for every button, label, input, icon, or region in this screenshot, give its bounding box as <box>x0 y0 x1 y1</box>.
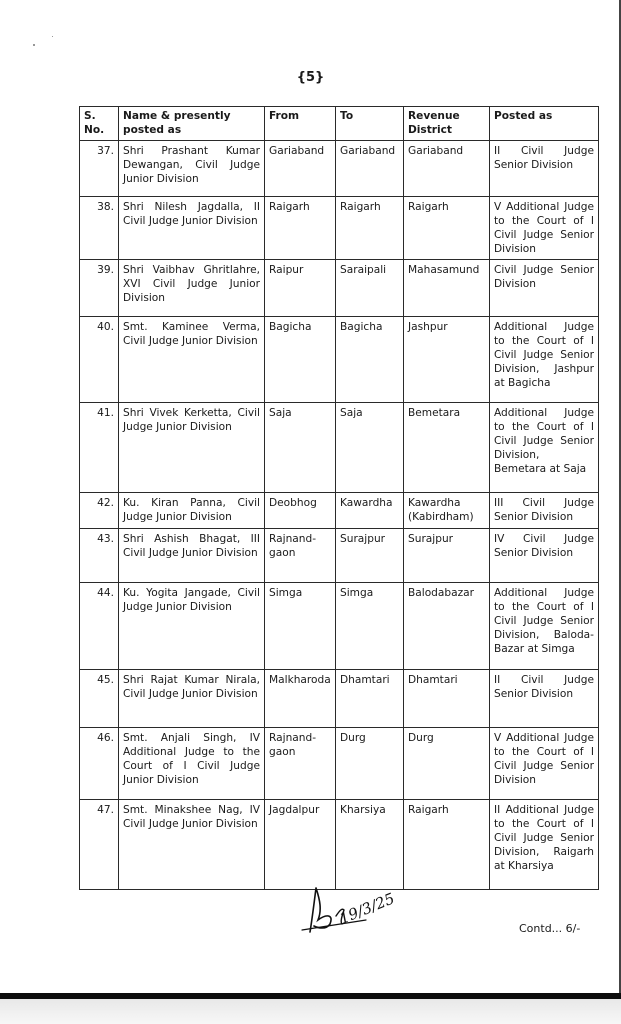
cell-from: Bagicha <box>265 317 336 403</box>
cell-to: Dhamtari <box>336 670 404 728</box>
cell-posted: Additional Judge to the Court of I Civil Judge Senior Division, Bemetara at Saja <box>490 403 599 493</box>
cell-posted: IV Civil Judge Senior Division <box>490 529 599 583</box>
cell-posted: V Additional Judge to the Court of I Civil Judge Senior Division <box>490 197 599 260</box>
cell-name: Ku. Yogita Jangade, Civil Judge Junior Division <box>119 583 265 670</box>
cell-district: Raigarh <box>404 800 490 890</box>
cell-to: Kharsiya <box>336 800 404 890</box>
cell-name: Shri Vaibhav Ghritlahre, XVI Civil Judge Junior Division <box>119 260 265 317</box>
cell-from: Saja <box>265 403 336 493</box>
cell-from: Rajnand-gaon <box>265 529 336 583</box>
table-row <box>80 197 599 260</box>
scan-shadow <box>0 999 621 1024</box>
cell-name: Shri Vivek Kerketta, Civil Judge Junior Division <box>119 403 265 493</box>
cell-posted: Civil Judge Senior Division <box>490 260 599 317</box>
cell-district: Dhamtari <box>404 670 490 728</box>
table-row <box>80 800 599 890</box>
table-row <box>80 260 599 317</box>
cell-name: Shri Nilesh Jagdalla, II Civil Judge Junior Division <box>119 197 265 260</box>
cell-to: Raigarh <box>336 197 404 260</box>
cell-district: Balodabazar <box>404 583 490 670</box>
cell-district: Gariaband <box>404 141 490 197</box>
cell-posted: V Additional Judge to the Court of I Civil Judge Senior Division <box>490 728 599 800</box>
header-from: From <box>265 107 336 141</box>
cell-to: Simga <box>336 583 404 670</box>
cell-district: Bemetara <box>404 403 490 493</box>
table-row <box>80 317 599 403</box>
cell-sno: 37. <box>80 141 119 197</box>
cell-district: Durg <box>404 728 490 800</box>
cell-posted: III Civil Judge Senior Division <box>490 493 599 529</box>
table-row <box>80 583 599 670</box>
header-posted: Posted as <box>490 107 599 141</box>
transfer-table <box>79 106 599 890</box>
signature-date: 19/3/25 <box>336 889 398 928</box>
cell-name: Smt. Minakshee Nag, IV Civil Judge Junior Division <box>119 800 265 890</box>
table-row <box>80 141 599 197</box>
scan-speck <box>33 44 35 46</box>
cell-sno: 46. <box>80 728 119 800</box>
cell-from: Malkharoda <box>265 670 336 728</box>
table-row <box>80 529 599 583</box>
cell-name: Ku. Kiran Panna, Civil Judge Junior Division <box>119 493 265 529</box>
cell-name: Smt. Anjali Singh, IV Additional Judge to the Court of I Civil Judge Junior Division <box>119 728 265 800</box>
page-number: {5} <box>296 70 325 85</box>
cell-district: Raigarh <box>404 197 490 260</box>
scan-speck <box>52 36 53 37</box>
cell-name: Smt. Kaminee Verma, Civil Judge Junior Division <box>119 317 265 403</box>
cell-to: Gariaband <box>336 141 404 197</box>
cell-district: Mahasamund <box>404 260 490 317</box>
cell-to: Durg <box>336 728 404 800</box>
cell-from: Deobhog <box>265 493 336 529</box>
cell-sno: 38. <box>80 197 119 260</box>
table-row <box>80 403 599 493</box>
cell-name: Shri Prashant Kumar Dewangan, Civil Judge Junior Division <box>119 141 265 197</box>
header-district: Revenue District <box>404 107 490 141</box>
cell-to: Surajpur <box>336 529 404 583</box>
cell-district: Surajpur <box>404 529 490 583</box>
cell-from: Raipur <box>265 260 336 317</box>
cell-district: Kawardha (Kabirdham) <box>404 493 490 529</box>
cell-sno: 47. <box>80 800 119 890</box>
cell-posted: II Civil Judge Senior Division <box>490 141 599 197</box>
cell-sno: 45. <box>80 670 119 728</box>
cell-sno: 39. <box>80 260 119 317</box>
cell-sno: 40. <box>80 317 119 403</box>
table-row <box>80 493 599 529</box>
cell-sno: 42. <box>80 493 119 529</box>
cell-to: Kawardha <box>336 493 404 529</box>
continuation-note: Contd... 6/- <box>519 922 581 935</box>
cell-district: Jashpur <box>404 317 490 403</box>
cell-name: Shri Ashish Bhagat, III Civil Judge Junior Division <box>119 529 265 583</box>
header-name: Name & presently posted as <box>119 107 265 141</box>
cell-posted: Additional Judge to the Court of I Civil Judge Senior Division, Baloda-Bazar at Simga <box>490 583 599 670</box>
cell-posted: Additional Judge to the Court of I Civil Judge Senior Division, Jashpur at Bagicha <box>490 317 599 403</box>
table-header-row <box>80 107 599 141</box>
cell-posted: II Civil Judge Senior Division <box>490 670 599 728</box>
header-to: To <box>336 107 404 141</box>
cell-from: Jagdalpur <box>265 800 336 890</box>
handwritten-signature <box>296 880 426 938</box>
table-row <box>80 670 599 728</box>
cell-to: Bagicha <box>336 317 404 403</box>
cell-sno: 41. <box>80 403 119 493</box>
cell-sno: 44. <box>80 583 119 670</box>
cell-from: Simga <box>265 583 336 670</box>
table-row <box>80 728 599 800</box>
cell-to: Saja <box>336 403 404 493</box>
header-sno: S. No. <box>80 107 119 141</box>
cell-name: Shri Rajat Kumar Nirala, Civil Judge Junior Division <box>119 670 265 728</box>
cell-from: Gariaband <box>265 141 336 197</box>
cell-from: Rajnand-gaon <box>265 728 336 800</box>
cell-to: Saraipali <box>336 260 404 317</box>
cell-sno: 43. <box>80 529 119 583</box>
cell-posted: II Additional Judge to the Court of I Civil Judge Senior Division, Raigarh at Kharsiya <box>490 800 599 890</box>
cell-from: Raigarh <box>265 197 336 260</box>
